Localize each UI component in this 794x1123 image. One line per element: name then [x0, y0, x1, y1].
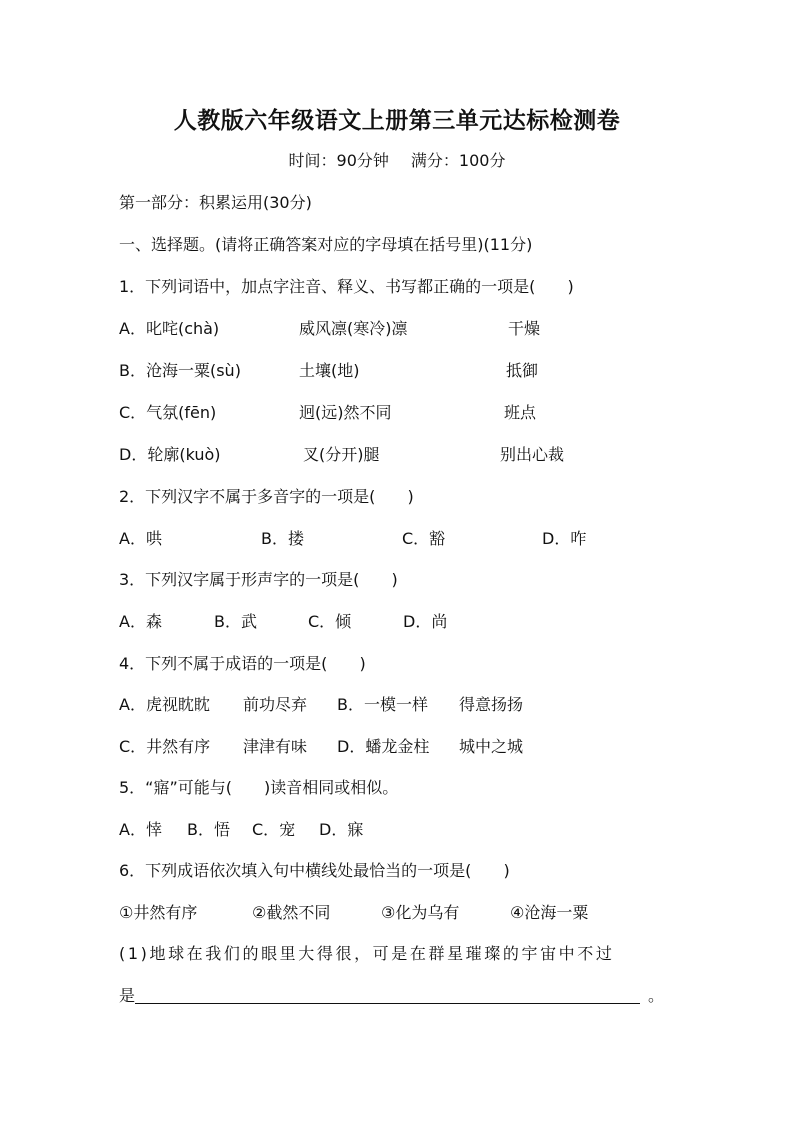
option-item: 叉(分开)腿	[303, 445, 380, 464]
option-item: 迥(远)然不同	[299, 403, 392, 422]
section-heading: 一、选择题。(请将正确答案对应的字母填在括号里)(11分)	[119, 235, 533, 254]
question-6-sentence-1: (1)地球在我们的眼里大得很，可是在群星璀璨的宇宙中不过	[119, 944, 615, 963]
choice-item: ②截然不同	[252, 903, 331, 922]
time-limit: 时间：90分钟	[288, 151, 389, 170]
answer-blank[interactable]	[135, 987, 640, 1004]
option-label: A．叱咤(chà)	[119, 319, 220, 338]
option-item: 别出心裁	[500, 445, 565, 464]
option-item: A．虎视眈眈	[119, 695, 210, 714]
exam-info	[0, 148, 794, 171]
option-item: C．井然有序	[119, 737, 211, 756]
choice-item: ③化为乌有	[381, 903, 460, 922]
question-3-text: 3．下列汉字属于形声字的一项是(	[119, 570, 360, 589]
option-item: 土壤(地)	[299, 361, 360, 380]
full-score: 满分：100分	[410, 151, 506, 170]
part-heading: 第一部分：积累运用(30分)	[119, 193, 312, 212]
question-1-text: 1．下列词语中，加点字注音、释义、书写都正确的一项是(	[119, 277, 536, 296]
question-3-stem: 3．下列汉字属于形声字的一项是( )	[119, 570, 398, 589]
option-item: B．武	[214, 612, 257, 631]
option-label: C．气氛(fēn)	[119, 403, 217, 422]
option-item: 抵御	[506, 361, 539, 380]
option-item: C．宠	[252, 820, 296, 839]
option-label: B．沧海一粟(sù)	[119, 361, 241, 380]
question-5-text: 5．“寤”可能与(	[119, 778, 233, 797]
option-item: B．一模一样	[337, 695, 428, 714]
choice-item: ④沧海一粟	[510, 903, 589, 922]
question-4-text: 4．下列不属于成语的一项是(	[119, 654, 328, 673]
question-6-text: 6．下列成语依次填入句中横线处最恰当的一项是(	[119, 861, 472, 880]
option-item: C．倾	[308, 612, 352, 631]
option-item: D．蟠龙金柱	[337, 737, 430, 756]
option-item: A．森	[119, 612, 162, 631]
option-item: 得意扬扬	[459, 695, 524, 714]
question-2-text: 2．下列汉字不属于多音字的一项是(	[119, 487, 376, 506]
choice-item: ①井然有序	[119, 903, 198, 922]
option-item: D．尚	[403, 612, 448, 631]
question-1-stem: 1．下列词语中，加点字注音、释义、书写都正确的一项是( )	[119, 277, 574, 296]
option-item: 前功尽弃	[243, 695, 308, 714]
page-title: 人教版六年级语文上册第三单元达标检测卷	[173, 107, 621, 134]
option-item: 城中之城	[459, 737, 524, 756]
option-item: A．哄	[119, 529, 162, 548]
question-4-stem: 4．下列不属于成语的一项是( )	[119, 654, 366, 673]
option-item: D．咋	[542, 529, 587, 548]
question-2-stem: 2．下列汉字不属于多音字的一项是( )	[119, 487, 414, 506]
question-6-stem: 6．下列成语依次填入句中横线处最恰当的一项是( )	[119, 861, 510, 880]
option-item: C．豁	[402, 529, 446, 548]
option-item: B．悟	[187, 820, 230, 839]
option-item: 班点	[504, 403, 537, 422]
question-6-sentence-1-blank: 是 。	[119, 986, 665, 1005]
option-item: 干燥	[508, 319, 541, 338]
option-item: 威风凛(寒冷)凛	[299, 319, 408, 338]
option-item: B．搂	[261, 529, 304, 548]
option-label: D．轮廓(kuò)	[119, 445, 221, 464]
option-item: A．悻	[119, 820, 162, 839]
question-5-stem: 5．“寤”可能与( )读音相同或相似。	[119, 778, 399, 797]
option-item: 津津有味	[243, 737, 308, 756]
option-item: D．寐	[319, 820, 364, 839]
